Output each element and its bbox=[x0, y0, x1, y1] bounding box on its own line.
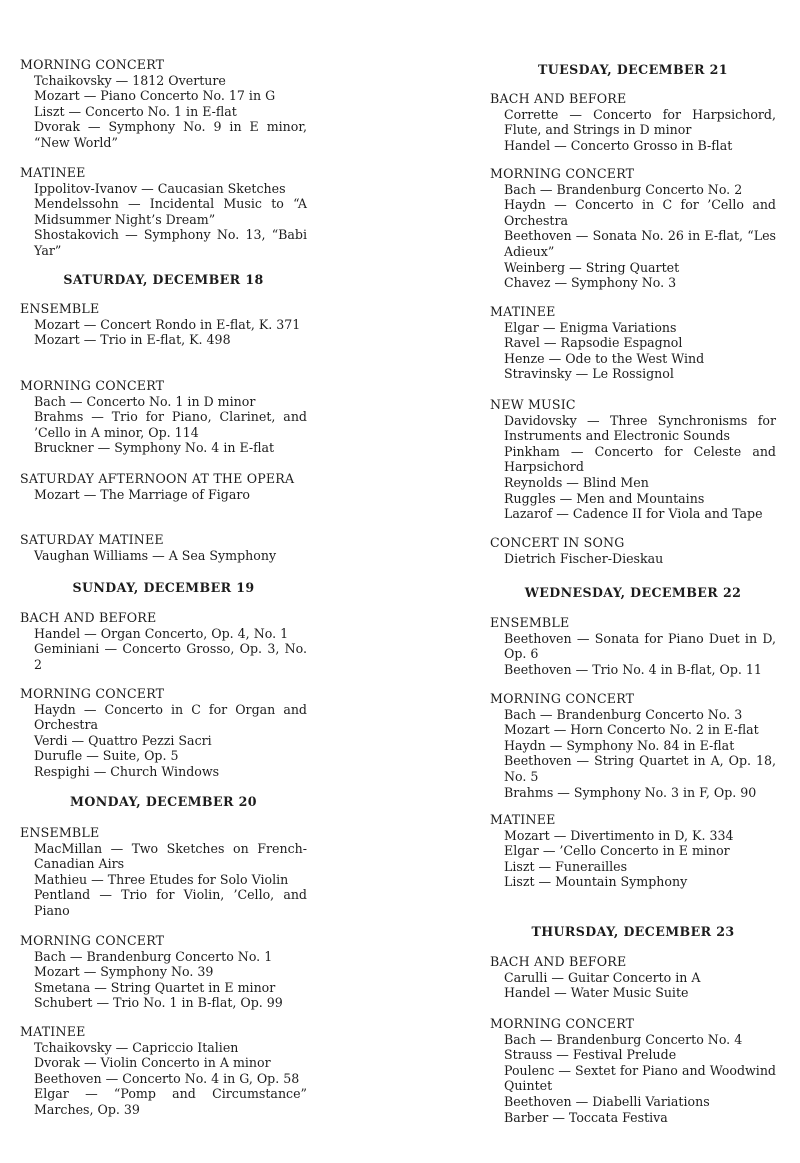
day-heading: MONDAY, DECEMBER 20 bbox=[70, 794, 257, 809]
program-block bbox=[20, 933, 307, 1011]
program-item: Carulli — Guitar Concerto in A bbox=[504, 969, 701, 985]
program-item: Elgar — Enigma Variations bbox=[504, 319, 677, 335]
program-item: Verdi — Quattro Pezzi Sacri bbox=[34, 732, 212, 748]
program-heading: MATINEE bbox=[490, 304, 556, 319]
program-item: Tchaikovsky — Capriccio Italien bbox=[34, 1039, 239, 1055]
program-item: Bach — Brandenburg Concerto No. 3 bbox=[504, 706, 743, 722]
program-item: Smetana — String Quartet in E minor bbox=[34, 979, 276, 995]
program-item: Beethoven — Diabelli Variations bbox=[504, 1093, 710, 1109]
program-block bbox=[490, 535, 776, 566]
program-item: Bach — Brandenburg Concerto No. 2 bbox=[504, 181, 743, 197]
program-item: Davidovsky — Three Synchronisms for Instruments and Electronic Sounds bbox=[504, 412, 776, 444]
program-block bbox=[490, 91, 776, 153]
program-item: Brahms — Trio for Piano, Clarinet, and ’Cello in A minor, Op. 114 bbox=[34, 409, 307, 440]
program-block bbox=[20, 378, 307, 456]
program-heading: MORNING CONCERT bbox=[20, 378, 165, 393]
program-heading: BACH AND BEFORE bbox=[490, 91, 627, 106]
program-block bbox=[490, 397, 776, 522]
day-heading: TUESDAY, DECEMBER 21 bbox=[538, 62, 728, 77]
program-heading: MORNING CONCERT bbox=[490, 166, 635, 181]
day-heading: SUNDAY, DECEMBER 19 bbox=[72, 580, 255, 595]
program-item: Mendelssohn — Incidental Music to “A Midsummer Night’s Dream” bbox=[34, 196, 307, 227]
program-item: Elgar — “Pomp and Circumstance” Marches, Op. 39 bbox=[34, 1086, 307, 1117]
program-item: Liszt — Mountain Symphony bbox=[504, 874, 688, 890]
program-item: Barber — Toccata Festiva bbox=[504, 1109, 668, 1125]
program-item: Tchaikovsky — 1812 Overture bbox=[34, 72, 226, 88]
program-item: Strauss — Festival Prelude bbox=[504, 1047, 677, 1063]
program-item: Mozart — Concert Rondo in E-flat, K. 371 bbox=[34, 316, 301, 332]
program-item: Dvorak — Symphony No. 9 in E minor, “New World” bbox=[34, 119, 307, 150]
program-item: Poulenc — Sextet for Piano and Woodwind Quintet bbox=[504, 1062, 776, 1094]
day-heading: SATURDAY, DECEMBER 18 bbox=[63, 272, 264, 287]
program-item: Pentland — Trio for Violin, ’Cello, and Piano bbox=[34, 887, 307, 918]
program-item: Pinkham — Concerto for Celeste and Harpsichord bbox=[504, 443, 776, 475]
program-item: Elgar — ’Cello Concerto in E minor bbox=[504, 843, 730, 859]
program-item: Schubert — Trio No. 1 in B-flat, Op. 99 bbox=[34, 995, 283, 1011]
program-item: Mozart — Symphony No. 39 bbox=[34, 964, 214, 980]
program-heading: MORNING CONCERT bbox=[490, 1016, 635, 1031]
program-heading: MORNING CONCERT bbox=[20, 57, 165, 72]
program-item: Beethoven — Concerto No. 4 in G, Op. 58 bbox=[34, 1070, 300, 1086]
program-item: Stravinsky — Le Rossignol bbox=[504, 366, 674, 382]
program-item: Beethoven — Sonata No. 26 in E-flat, “Les Adieux” bbox=[504, 228, 776, 259]
program-item: Beethoven — String Quartet in A, Op. 18, No. 5 bbox=[504, 753, 776, 784]
program-heading: MORNING CONCERT bbox=[20, 933, 165, 948]
program-heading: CONCERT IN SONG bbox=[490, 535, 625, 550]
program-block bbox=[490, 812, 776, 890]
day-heading: THURSDAY, DECEMBER 23 bbox=[531, 924, 735, 939]
program-item: Vaughan Williams — A Sea Symphony bbox=[34, 547, 277, 563]
program-block bbox=[490, 1016, 776, 1125]
program-item: Mozart — Piano Concerto No. 17 in G bbox=[34, 88, 276, 104]
program-item: Bruckner — Symphony No. 4 in E-flat bbox=[34, 440, 275, 456]
program-item: Dietrich Fischer-Dieskau bbox=[504, 550, 664, 566]
program-block bbox=[20, 610, 307, 672]
program-item: Respighi — Church Windows bbox=[34, 763, 220, 779]
program-block bbox=[490, 954, 776, 1001]
program-item: Mozart — Trio in E-flat, K. 498 bbox=[34, 332, 231, 348]
program-block bbox=[20, 471, 307, 502]
program-item: Ippolitov-Ivanov — Caucasian Sketches bbox=[34, 180, 286, 196]
program-item: Beethoven — Sonata for Piano Duet in D, Op. 6 bbox=[504, 630, 776, 662]
program-item: Weinberg — String Quartet bbox=[504, 259, 680, 275]
program-item: Ravel — Rapsodie Espagnol bbox=[504, 335, 683, 351]
program-heading: MORNING CONCERT bbox=[20, 686, 165, 701]
program-heading: ENSEMBLE bbox=[490, 615, 570, 630]
program-block bbox=[20, 57, 307, 151]
program-heading: MATINEE bbox=[490, 812, 556, 827]
program-heading: BACH AND BEFORE bbox=[490, 954, 627, 969]
program-block bbox=[20, 301, 307, 348]
program-item: Lazarof — Cadence II for Viola and Tape bbox=[504, 506, 763, 522]
program-block bbox=[490, 166, 776, 291]
program-heading: MORNING CONCERT bbox=[490, 691, 635, 706]
program-heading: SATURDAY MATINEE bbox=[20, 532, 164, 547]
program-item: Bach — Brandenburg Concerto No. 4 bbox=[504, 1031, 743, 1047]
program-item: Brahms — Symphony No. 3 in F, Op. 90 bbox=[504, 784, 757, 800]
program-item: Geminiani — Concerto Grosso, Op. 3, No. 2 bbox=[34, 641, 307, 672]
program-item: Mozart — Horn Concerto No. 2 in E-flat bbox=[504, 722, 759, 738]
program-item: Haydn — Symphony No. 84 in E-flat bbox=[504, 737, 735, 753]
program-item: Durufle — Suite, Op. 5 bbox=[34, 748, 179, 764]
program-item: Reynolds — Blind Men bbox=[504, 474, 649, 490]
program-item: Ruggles — Men and Mountains bbox=[504, 490, 705, 506]
program-block bbox=[20, 165, 307, 259]
program-item: Chavez — Symphony No. 3 bbox=[504, 275, 677, 291]
program-item: Bach — Concerto No. 1 in D minor bbox=[34, 393, 256, 409]
program-heading: MATINEE bbox=[20, 1024, 86, 1039]
program-heading: BACH AND BEFORE bbox=[20, 610, 157, 625]
program-item: Liszt — Concerto No. 1 in E-flat bbox=[34, 103, 237, 119]
program-heading: NEW MUSIC bbox=[490, 397, 576, 412]
program-item: Haydn — Concerto in C for Organ and Orchestra bbox=[34, 701, 307, 733]
program-block bbox=[490, 615, 776, 677]
program-heading: SATURDAY AFTERNOON AT THE OPERA bbox=[20, 471, 295, 486]
program-heading: ENSEMBLE bbox=[20, 825, 100, 840]
day-heading: WEDNESDAY, DECEMBER 22 bbox=[524, 585, 742, 600]
program-item: Corrette — Concerto for Harpsichord, Flute, and Strings in D minor bbox=[504, 106, 776, 138]
program-item: Bach — Brandenburg Concerto No. 1 bbox=[34, 948, 273, 964]
program-block bbox=[20, 825, 307, 919]
program-block bbox=[490, 304, 776, 382]
program-item: Handel — Organ Concerto, Op. 4, No. 1 bbox=[34, 625, 289, 641]
program-heading: MATINEE bbox=[20, 165, 86, 180]
program-item: Beethoven — Trio No. 4 in B-flat, Op. 11 bbox=[504, 661, 762, 677]
program-item: MacMillan — Two Sketches on French-Canadian Airs bbox=[34, 840, 307, 872]
program-item: Mathieu — Three Etudes for Solo Violin bbox=[34, 871, 289, 887]
program-block bbox=[490, 691, 776, 800]
program-item: Liszt — Funerailles bbox=[504, 858, 628, 874]
program-heading: ENSEMBLE bbox=[20, 301, 100, 316]
program-block bbox=[20, 1024, 307, 1118]
program-item: Dvorak — Violin Concerto in A minor bbox=[34, 1055, 271, 1071]
program-item: Handel — Concerto Grosso in B-flat bbox=[504, 137, 733, 153]
program-item: Shostakovich — Symphony No. 13, “Babi Yar” bbox=[34, 227, 307, 258]
program-item: Handel — Water Music Suite bbox=[504, 985, 689, 1001]
program-item: Mozart — Divertimento in D, K. 334 bbox=[504, 827, 734, 843]
program-item: Mozart — The Marriage of Figaro bbox=[34, 486, 250, 502]
program-block bbox=[20, 532, 307, 563]
program-item: Henze — Ode to the West Wind bbox=[504, 350, 705, 366]
program-item: Haydn — Concerto in C for ’Cello and Orchestra bbox=[504, 197, 776, 228]
program-block bbox=[20, 686, 307, 780]
